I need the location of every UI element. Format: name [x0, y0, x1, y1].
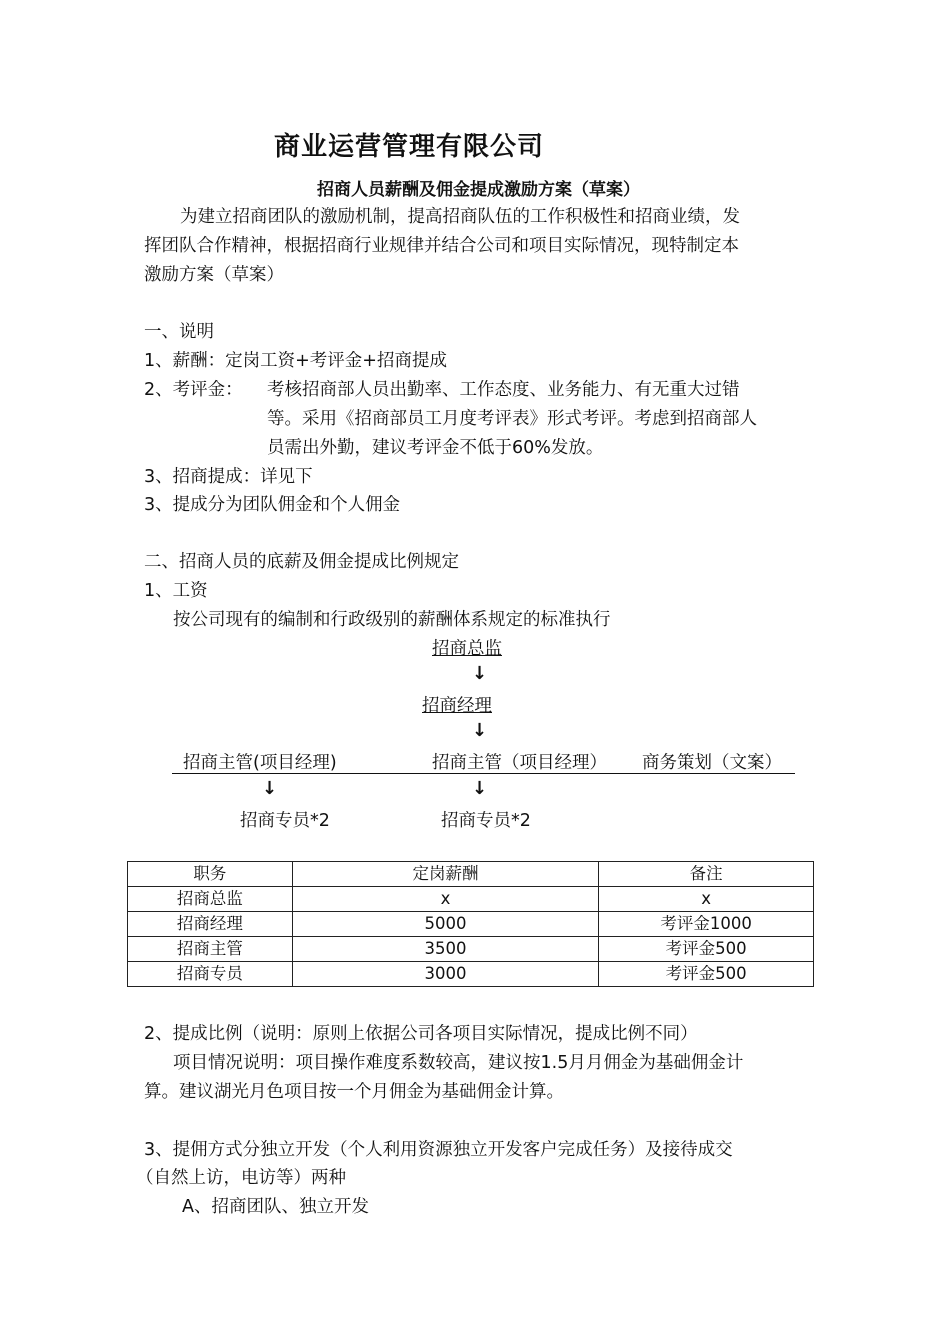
- table-row: [128, 912, 814, 937]
- org-director: 招商总监: [432, 639, 502, 659]
- section-2-sub-1: 1、工资: [144, 581, 208, 601]
- arrow-down-icon: ↓: [472, 778, 488, 799]
- table-cell: x: [292, 887, 599, 912]
- section-1-item-2-label: 2、考评金：: [144, 380, 243, 400]
- document-subtitle: 招商人员薪酬及佣金提成激励方案（草案）: [317, 180, 640, 200]
- table-header-cell: 定岗薪酬: [292, 862, 599, 887]
- table-cell: 招商主管: [128, 937, 293, 962]
- section-1-item-2-line-1: 考核招商部人员出勤率、工作态度、业务能力、有无重大过错: [267, 380, 740, 400]
- section-2-sub-3-line-2: （自然上访，电访等）两种: [136, 1168, 346, 1188]
- table-cell: 招商专员: [128, 962, 293, 987]
- section-2-heading: 二、招商人员的底薪及佣金提成比例规定: [144, 552, 459, 572]
- org-specialist-left: 招商专员*2: [240, 811, 330, 831]
- section-2-sub-2: 2、提成比例（说明：原则上依据公司各项目实际情况，提成比例不同）: [144, 1024, 698, 1044]
- section-1-item-2-line-2: 等。采用《招商部员工月度考评表》形式考评。考虑到招商部人: [267, 409, 757, 429]
- section-2-sub-1-text: 按公司现有的编制和行政级别的薪酬体系规定的标准执行: [173, 610, 611, 630]
- table-cell: 5000: [292, 912, 599, 937]
- section-2-sub-3-line-1: 3、提佣方式分独立开发（个人利用资源独立开发客户完成任务）及接待成交: [144, 1140, 733, 1160]
- section-1-item-1: 1、薪酬：定岗工资+考评金+招商提成: [144, 351, 447, 371]
- table-row: [128, 887, 814, 912]
- table-header-cell: 备注: [599, 862, 814, 887]
- table-cell: x: [599, 887, 814, 912]
- org-connector-line: [172, 773, 795, 774]
- table-cell: 考评金1000: [599, 912, 814, 937]
- company-title: 商业运营管理有限公司: [274, 132, 545, 162]
- table-row: [128, 962, 814, 987]
- salary-table: [127, 861, 814, 987]
- intro-line-2: 挥团队合作精神，根据招商行业规律并结合公司和项目实际情况，现特制定本: [144, 236, 739, 256]
- org-planner: 商务策划（文案）: [642, 753, 782, 773]
- org-supervisor-left: 招商主管(项目经理): [183, 753, 337, 773]
- arrow-down-icon: ↓: [472, 663, 488, 684]
- intro-line-1: 为建立招商团队的激励机制，提高招商队伍的工作积极性和招商业绩，发: [180, 207, 740, 227]
- section-1-heading: 一、说明: [144, 322, 214, 342]
- org-supervisor-mid: 招商主管（项目经理）: [432, 753, 607, 773]
- project-note-line-1: 项目情况说明：项目操作难度系数较高，建议按1.5月月佣金为基础佣金计: [173, 1053, 744, 1073]
- section-1-item-2-line-3: 员需出外勤，建议考评金不低于60%发放。: [267, 438, 604, 458]
- intro-line-3: 激励方案（草案）: [144, 265, 284, 285]
- org-manager: 招商经理: [422, 696, 492, 716]
- org-specialist-mid: 招商专员*2: [441, 811, 531, 831]
- arrow-down-icon: ↓: [262, 778, 278, 799]
- arrow-down-icon: ↓: [472, 720, 488, 741]
- section-2-sub-a: A、招商团队、独立开发: [182, 1197, 369, 1217]
- table-header-cell: 职务: [128, 862, 293, 887]
- table-cell: 考评金500: [599, 937, 814, 962]
- table-cell: 招商经理: [128, 912, 293, 937]
- table-row: [128, 937, 814, 962]
- project-note-line-2: 算。建议湖光月色项目按一个月佣金为基础佣金计算。: [144, 1082, 564, 1102]
- section-1-item-4: 3、提成分为团队佣金和个人佣金: [144, 495, 401, 515]
- table-cell: 3000: [292, 962, 599, 987]
- table-header-row: [128, 862, 814, 887]
- table-cell: 3500: [292, 937, 599, 962]
- table-cell: 考评金500: [599, 962, 814, 987]
- section-1-item-3: 3、招商提成：详见下: [144, 467, 313, 487]
- table-cell: 招商总监: [128, 887, 293, 912]
